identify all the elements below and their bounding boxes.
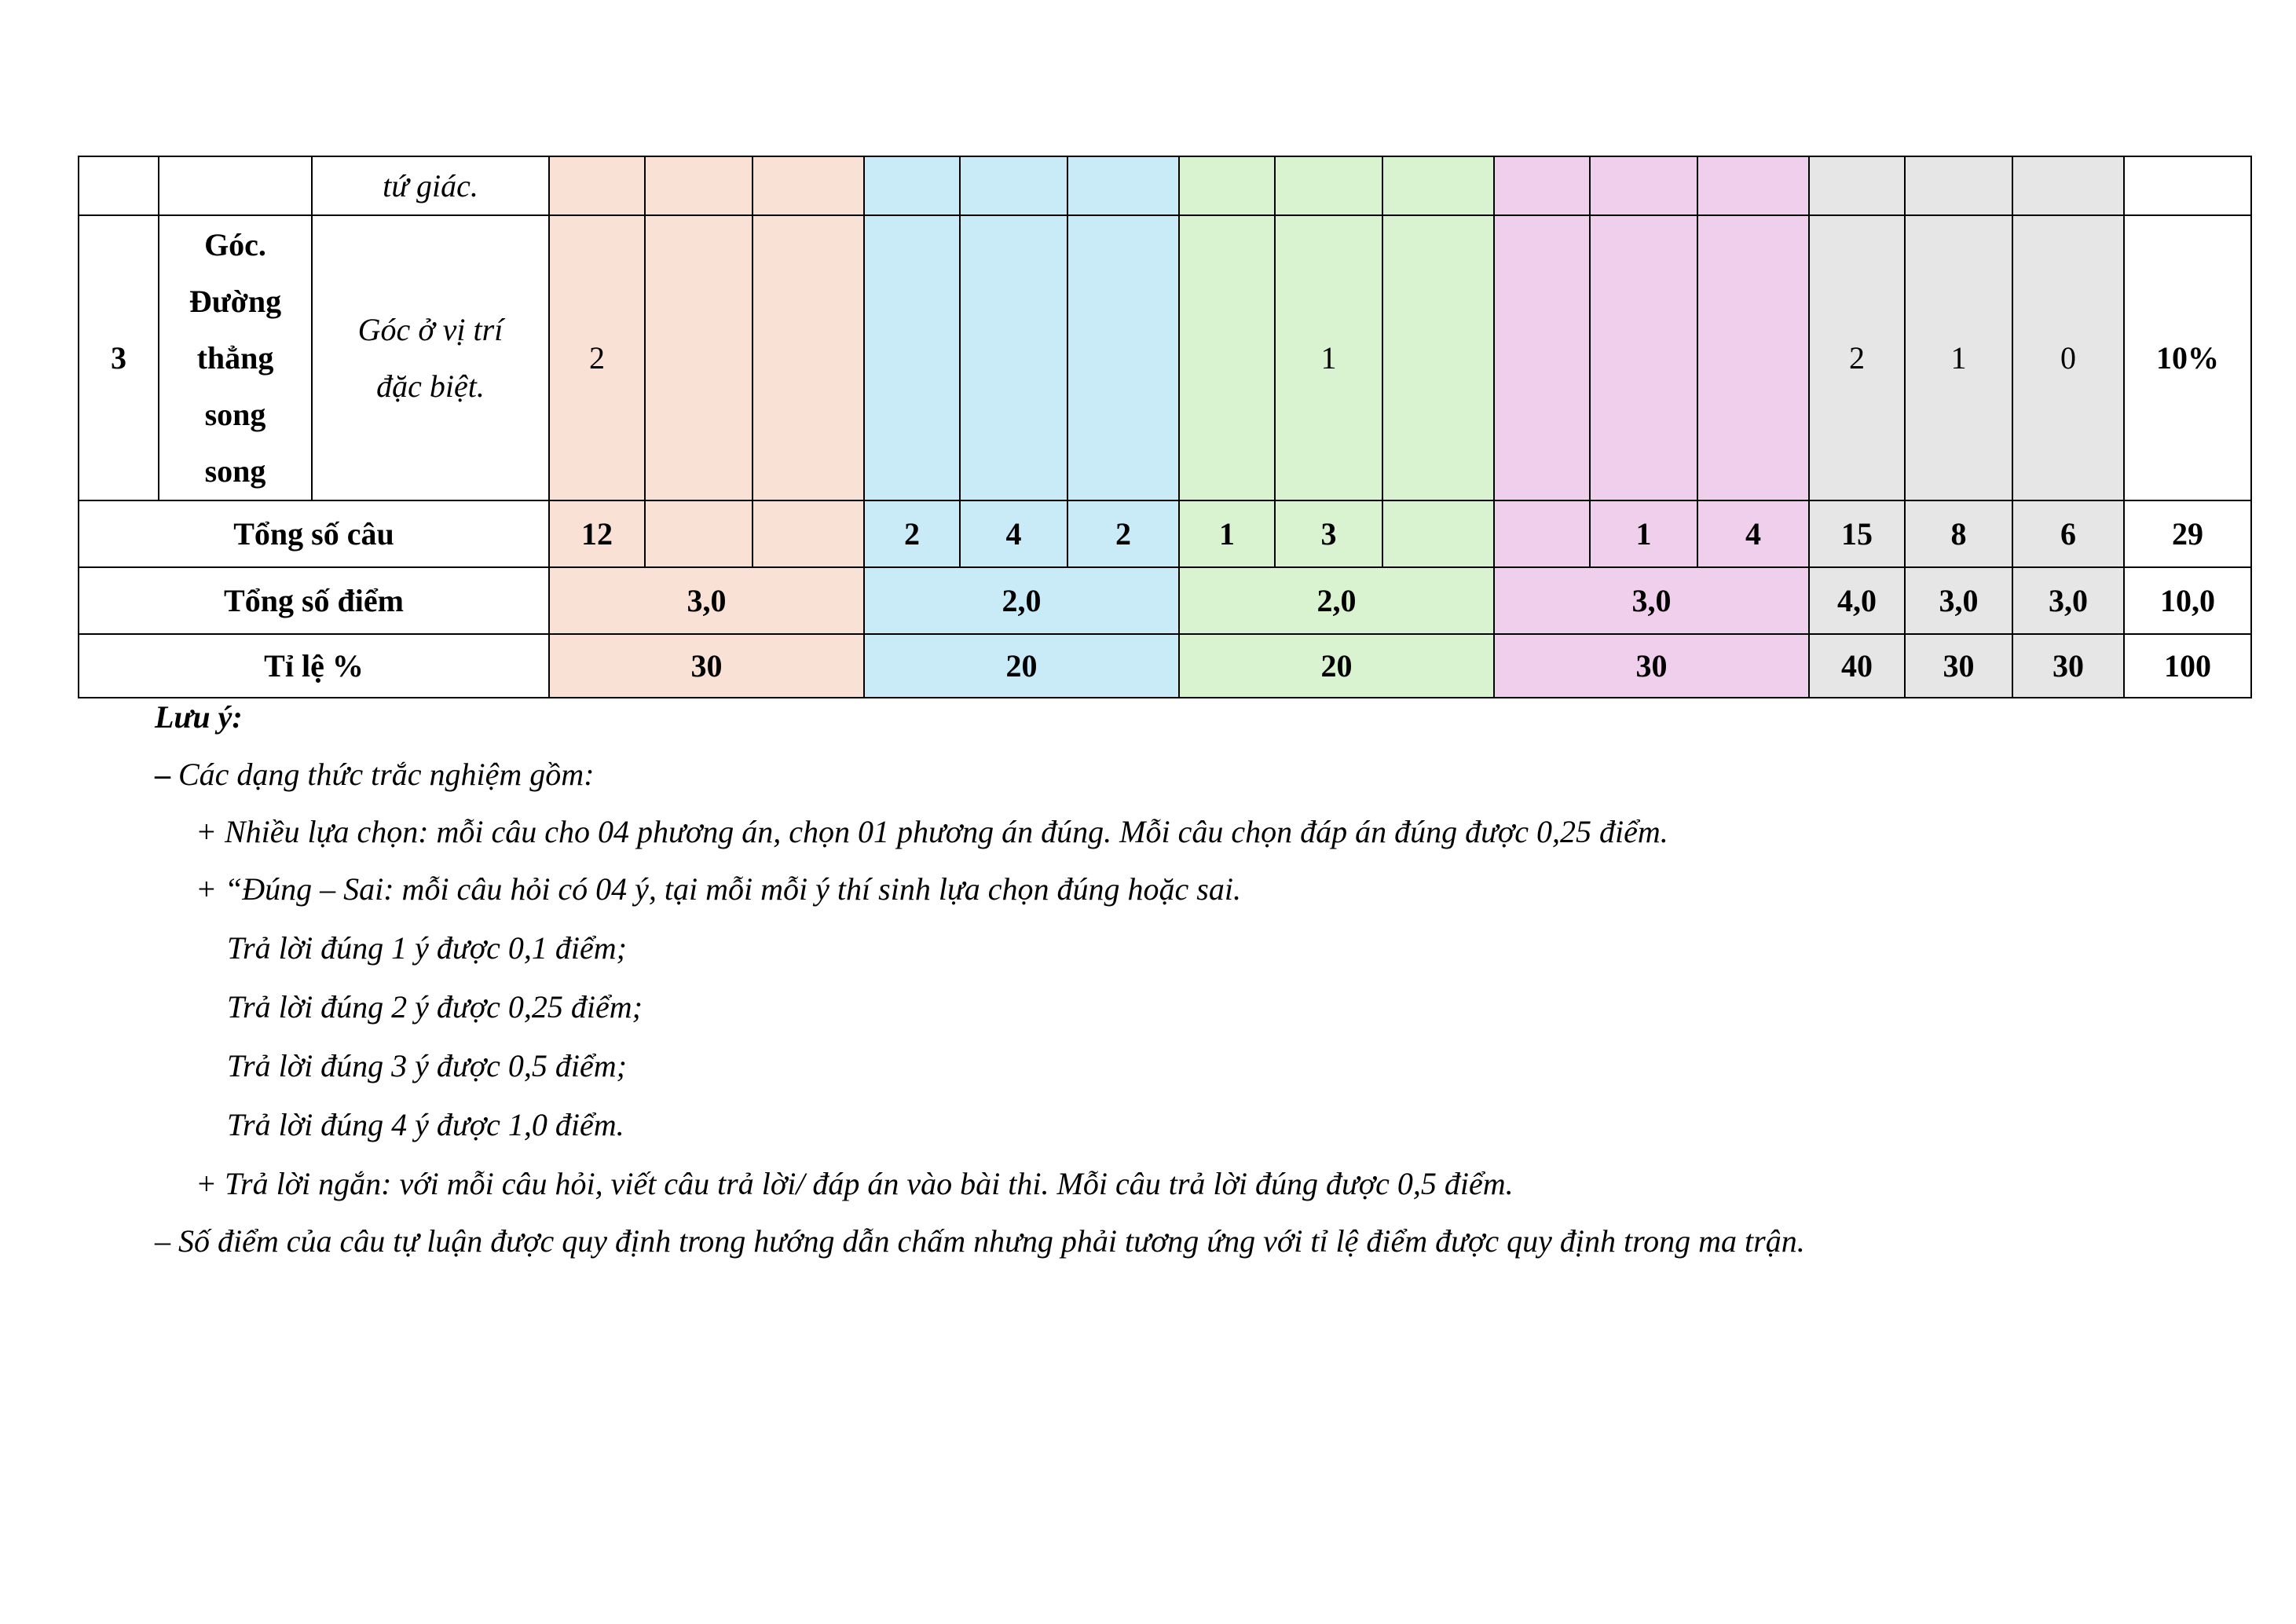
cell-empty bbox=[864, 156, 960, 215]
total-cell bbox=[645, 500, 753, 567]
total-cell: 12 bbox=[549, 500, 645, 567]
note-text: Trả lời đúng 2 ý được 0,25 điểm; bbox=[227, 989, 643, 1025]
note-sub-4 bbox=[227, 1096, 624, 1153]
total-cell: 1 bbox=[1590, 500, 1697, 567]
group-score-cell: 2,0 bbox=[1179, 567, 1494, 634]
chapter-cell bbox=[159, 215, 312, 500]
note-plus-3: + Trả lời ngắn: với mỗi câu hỏi, viết câu trả lời/ đáp án vào bài thi. Mỗi câu trả lời đúng được 0,5 điểm. bbox=[196, 1166, 1514, 1201]
cell-empty bbox=[1809, 156, 1905, 215]
note-text: Trả lời đúng 3 ý được 0,5 điểm; bbox=[227, 1048, 627, 1083]
note-plus-1: + Nhiều lựa chọn: mỗi câu cho 04 phương án, chọn 01 phương án đúng. Mỗi câu chọn đáp án đúng được 0,25 điểm. bbox=[196, 814, 1668, 849]
percent-cell: 40 bbox=[1809, 634, 1905, 698]
note-text: Trả lời đúng 1 ý được 0,1 điểm; bbox=[227, 930, 627, 966]
total-cell bbox=[1494, 500, 1590, 567]
cell-empty bbox=[1697, 156, 1809, 215]
total-cell bbox=[753, 500, 864, 567]
content-cell bbox=[312, 215, 549, 500]
dash-mark: – bbox=[155, 757, 170, 792]
chapter-line: Đường bbox=[189, 283, 282, 319]
content-line: Góc ở vị trí bbox=[357, 311, 504, 347]
score-cell: 3,0 bbox=[2012, 567, 2124, 634]
percent-cell: 100 bbox=[2124, 634, 2251, 698]
note-text: Các dạng thức trắc nghiệm gồm: bbox=[170, 757, 595, 792]
group-score-cell: 3,0 bbox=[549, 567, 864, 634]
table-row-topic-3 bbox=[79, 215, 2251, 500]
cell-empty bbox=[753, 156, 864, 215]
group-percent-cell: 20 bbox=[1179, 634, 1494, 698]
group-score-cell: 2,0 bbox=[864, 567, 1179, 634]
cell-empty bbox=[1275, 156, 1382, 215]
count-cell bbox=[753, 215, 864, 500]
count-cell bbox=[1494, 215, 1590, 500]
total-cell: 6 bbox=[2012, 500, 2124, 567]
cell-empty bbox=[2124, 156, 2251, 215]
total-cell: 3 bbox=[1275, 500, 1382, 567]
table-row-tu-giac bbox=[79, 156, 2251, 215]
cell-empty bbox=[1382, 156, 1494, 215]
cell-empty bbox=[645, 156, 753, 215]
score-cell: 3,0 bbox=[1905, 567, 2012, 634]
group-score-cell: 3,0 bbox=[1494, 567, 1809, 634]
chapter-line: thẳng bbox=[196, 339, 274, 376]
count-cell bbox=[864, 215, 960, 500]
row-label: Tổng số điểm bbox=[79, 567, 549, 634]
count-cell bbox=[1179, 215, 1275, 500]
group-percent-cell: 20 bbox=[864, 634, 1179, 698]
table-row-ti-le bbox=[79, 634, 2251, 698]
count-cell: 1 bbox=[1905, 215, 2012, 500]
cell-empty bbox=[1179, 156, 1275, 215]
cell-empty bbox=[1905, 156, 2012, 215]
stt-cell: 3 bbox=[79, 215, 159, 500]
score-cell: 4,0 bbox=[1809, 567, 1905, 634]
cell-empty bbox=[1590, 156, 1697, 215]
count-cell bbox=[1697, 215, 1809, 500]
note-plus-2: + “Đúng – Sai: mỗi câu hỏi có 04 ý, tại mỗi mỗi ý thí sinh lựa chọn đúng hoặc sai. bbox=[196, 871, 1241, 907]
note-text: Trả lời đúng 4 ý được 1,0 điểm. bbox=[227, 1107, 624, 1142]
count-cell bbox=[960, 215, 1067, 500]
total-cell: 8 bbox=[1905, 500, 2012, 567]
count-cell: 1 bbox=[1275, 215, 1382, 500]
total-cell bbox=[1382, 500, 1494, 567]
table-row-tong-so-cau bbox=[79, 500, 2251, 567]
note-sub-1 bbox=[227, 919, 627, 977]
cell-empty bbox=[2012, 156, 2124, 215]
chapter-line: Góc. bbox=[204, 226, 266, 262]
total-cell: 4 bbox=[1697, 500, 1809, 567]
group-percent-cell: 30 bbox=[549, 634, 864, 698]
score-cell: 10,0 bbox=[2124, 567, 2251, 634]
total-cell: 2 bbox=[864, 500, 960, 567]
content-cell: tứ giác. bbox=[312, 156, 549, 215]
note-sub-2 bbox=[227, 978, 643, 1036]
chapter-line: song bbox=[204, 453, 266, 489]
content-line: đặc biệt. bbox=[376, 368, 485, 404]
cell-empty bbox=[1067, 156, 1179, 215]
count-cell bbox=[1382, 215, 1494, 500]
row-label: Tổng số câu bbox=[79, 500, 549, 567]
note-sub-3 bbox=[227, 1037, 627, 1094]
count-cell: 0 bbox=[2012, 215, 2124, 500]
chapter-line: song bbox=[204, 396, 266, 432]
percent-cell: 10% bbox=[2124, 215, 2251, 500]
percent-cell: 30 bbox=[1905, 634, 2012, 698]
total-cell: 2 bbox=[1067, 500, 1179, 567]
cell-empty bbox=[549, 156, 645, 215]
total-cell: 29 bbox=[2124, 500, 2251, 567]
total-cell: 1 bbox=[1179, 500, 1275, 567]
row-label: Tỉ lệ % bbox=[79, 634, 549, 698]
count-cell: 2 bbox=[1809, 215, 1905, 500]
cell-empty bbox=[960, 156, 1067, 215]
count-cell bbox=[645, 215, 753, 500]
percent-cell: 30 bbox=[2012, 634, 2124, 698]
count-cell bbox=[1590, 215, 1697, 500]
matrix-table bbox=[78, 156, 2252, 698]
group-percent-cell: 30 bbox=[1494, 634, 1809, 698]
cell-empty bbox=[159, 156, 312, 215]
note-dash-1 bbox=[155, 746, 595, 803]
table-row-tong-so-diem bbox=[79, 567, 2251, 634]
total-cell: 15 bbox=[1809, 500, 1905, 567]
notes-title: Lưu ý: bbox=[155, 699, 243, 735]
note-dash-2: – Số điểm của câu tự luận được quy định trong hướng dẫn chấm nhưng phải tương ứng với tỉ lệ điểm được quy định trong ma trận. bbox=[155, 1223, 1805, 1259]
total-cell: 4 bbox=[960, 500, 1067, 567]
count-cell: 2 bbox=[549, 215, 645, 500]
cell-empty bbox=[1494, 156, 1590, 215]
cell-empty bbox=[79, 156, 159, 215]
count-cell bbox=[1067, 215, 1179, 500]
